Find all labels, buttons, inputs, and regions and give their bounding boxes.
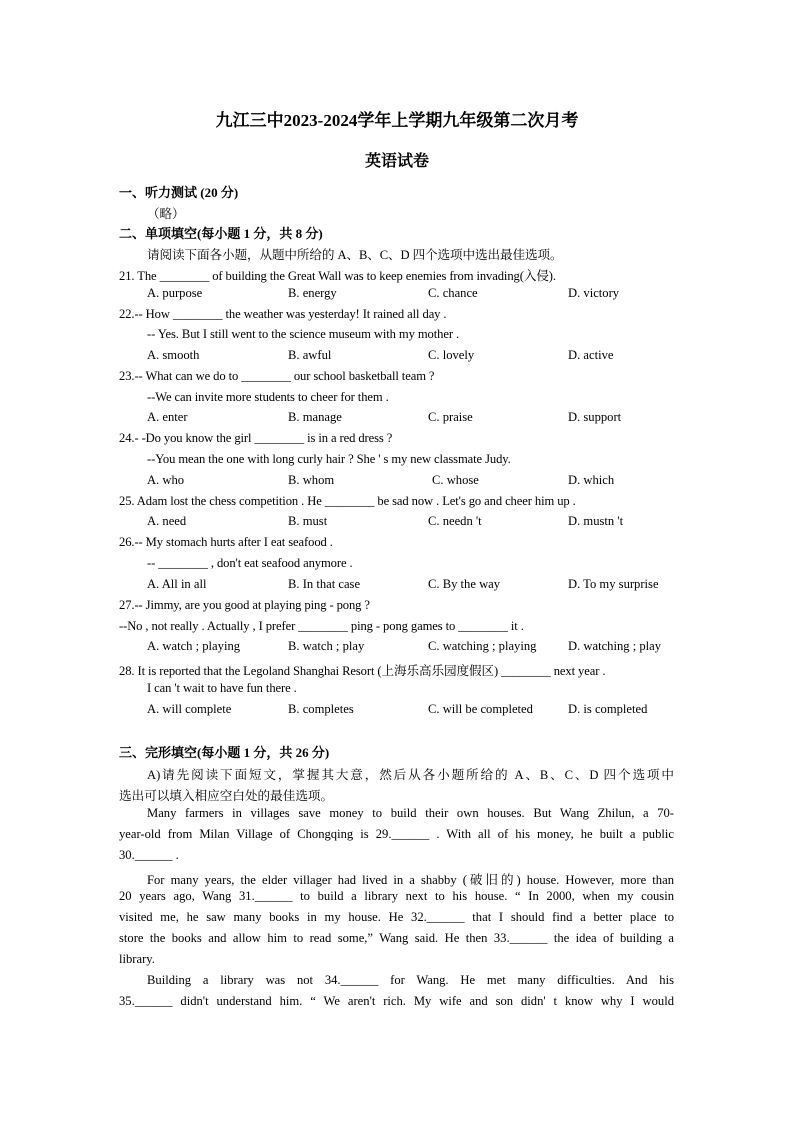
section-instruction: A)请先阅读下面短文，掌握其大意，然后从各小题所给的 A、B、C、D 四个选项中 xyxy=(147,768,674,782)
option-a: A. who xyxy=(147,473,185,487)
passage-line: 35.______ didn't understand him. “ We aren't rich. My wife and son didn' t know why I would xyxy=(119,994,674,1008)
option-b: B. completes xyxy=(288,702,354,716)
option-c: C. whose xyxy=(432,473,479,487)
question-stem: 21. The ________ of building the Great Wall was to keep enemies from invading(入侵). xyxy=(119,269,556,283)
option-a: A. smooth xyxy=(147,348,200,362)
question-stem: 24.- -Do you know the girl ________ is in a red dress ? xyxy=(119,431,393,445)
exam-subtitle: 英语试卷 xyxy=(364,153,429,170)
option-c: C. watching ; playing xyxy=(428,639,537,653)
section-instruction: 选出可以填入相应空白处的最佳选项。 xyxy=(119,789,334,803)
option-c: C. lovely xyxy=(428,348,475,362)
passage-line: store the books and allow him to read some,” Wang said. He then 33.______ the idea of building a xyxy=(119,931,674,945)
passage-line: 20 years ago, Wang 31.______ to build a library next to his house. “ In 2000, when my cousin xyxy=(119,889,674,903)
option-c: C. chance xyxy=(428,286,478,300)
option-a: A. watch ; playing xyxy=(147,639,241,653)
question-stem: 27.-- Jimmy, are you good at playing ping - pong ? xyxy=(119,598,370,612)
option-b: B. watch ; play xyxy=(288,639,365,653)
section-heading-single-choice: 二、单项填空(每小题 1 分，共 8 分) xyxy=(119,226,323,241)
question-stem: 25. Adam lost the chess competition . He ________ be sad now . Let's go and cheer him up . xyxy=(119,494,576,508)
option-d: D. support xyxy=(568,410,622,424)
option-b: B. must xyxy=(288,514,328,528)
passage-line: 30.______ . xyxy=(119,848,179,862)
option-b: B. manage xyxy=(288,410,342,424)
question-line: I can 't wait to have fun there . xyxy=(147,681,297,695)
option-c: C. needn 't xyxy=(428,514,482,528)
option-d: D. mustn 't xyxy=(568,514,624,528)
passage-line: Many farmers in villages save money to build their own houses. But Wang Zhilun, a 70- xyxy=(147,806,674,820)
option-c: C. praise xyxy=(428,410,473,424)
passage-line: Building a library was not 34.______ for Wang. He met many difficulties. And his xyxy=(147,973,674,987)
section-heading-cloze: 三、完形填空(每小题 1 分，共 26 分) xyxy=(119,745,330,760)
option-d: D. which xyxy=(568,473,615,487)
option-d: D. victory xyxy=(568,286,620,300)
question-line: --We can invite more students to cheer for them . xyxy=(147,390,389,404)
question-stem: 22.-- How ________ the weather was yesterday! It rained all day . xyxy=(119,307,447,321)
passage-line: library. xyxy=(119,952,155,966)
section-instruction: 请阅读下面各小题，从题中所给的 A、B、C、D 四个选项中选出最佳选项。 xyxy=(147,248,563,262)
exam-title: 九江三中2023-2024学年上学期九年级第二次月考 xyxy=(215,111,579,130)
option-d: D. watching ; play xyxy=(568,639,662,653)
passage-line: visited me, he saw many books in my house. He 32.______ that I should find a better place to xyxy=(119,910,674,924)
option-a: A. All in all xyxy=(147,577,207,591)
option-c: C. will be completed xyxy=(428,702,533,716)
option-a: A. will complete xyxy=(147,702,232,716)
passage-line: For many years, the elder villager had lived in a shabby (破旧的) house. However, more than xyxy=(147,873,674,887)
option-b: B. awful xyxy=(288,348,332,362)
passage-line: year-old from Milan Village of Chongqing is 29.______ . With all of his money, he built a public xyxy=(119,827,674,841)
question-line: -- ________ , don't eat seafood anymore . xyxy=(147,556,353,570)
question-line: --No , not really . Actually , I prefer ________ ping - pong games to ________ it . xyxy=(119,619,524,633)
option-b: B. energy xyxy=(288,286,337,300)
option-a: A. purpose xyxy=(147,286,203,300)
option-c: C. By the way xyxy=(428,577,501,591)
question-line: --You mean the one with long curly hair ? She ' s my new classmate Judy. xyxy=(147,452,511,466)
option-a: A. enter xyxy=(147,410,188,424)
option-d: D. active xyxy=(568,348,614,362)
question-stem: 23.-- What can we do to ________ our school basketball team ? xyxy=(119,369,435,383)
option-b: B. whom xyxy=(288,473,335,487)
question-stem: 26.-- My stomach hurts after I eat seafood . xyxy=(119,535,333,549)
option-a: A. need xyxy=(147,514,187,528)
section-heading-listening: 一、听力测试 (20 分) xyxy=(119,185,239,200)
question-stem: 28. It is reported that the Legoland Shanghai Resort (上海乐高乐园度假区) ________ next year . xyxy=(119,664,606,678)
question-line: -- Yes. But I still went to the science museum with my mother . xyxy=(147,327,460,341)
section-note: （略） xyxy=(147,207,185,221)
option-b: B. In that case xyxy=(288,577,361,591)
option-d: D. is completed xyxy=(568,702,648,716)
option-d: D. To my surprise xyxy=(568,577,659,591)
